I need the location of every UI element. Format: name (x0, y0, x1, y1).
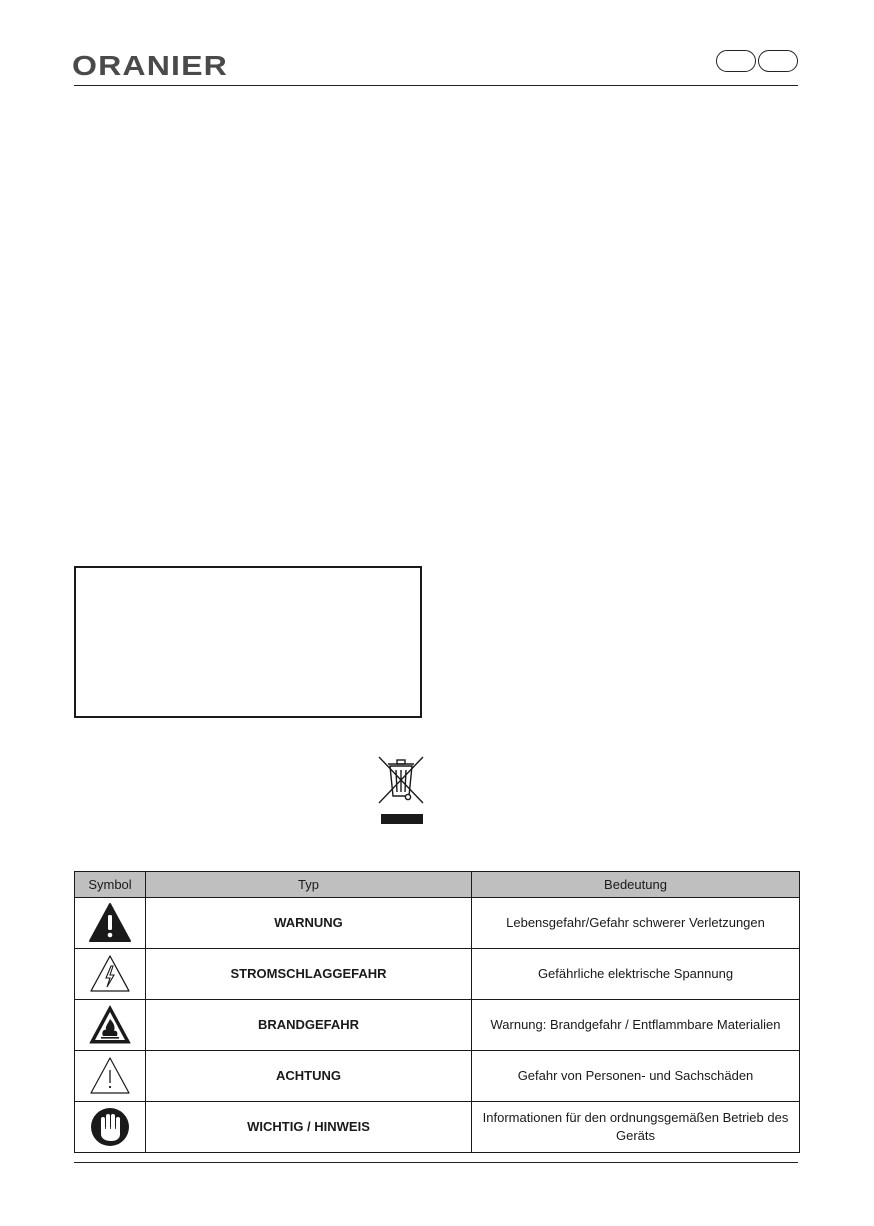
symbol-cell (75, 1102, 146, 1153)
symbol-cell (75, 1051, 146, 1102)
oranier-logo (72, 50, 232, 80)
bedeutung-cell: Informationen für den ordnungsgemäßen Betrieb des Geräts (472, 1102, 800, 1153)
language-badge (716, 50, 756, 72)
fire-hazard-icon (88, 1003, 132, 1047)
typ-cell: ACHTUNG (146, 1051, 472, 1102)
language-badges (716, 50, 800, 74)
bedeutung-cell: Lebensgefahr/Gefahr schwerer Verletzungen (472, 898, 800, 949)
symbol-cell (75, 898, 146, 949)
svg-text:ORANIER: ORANIER (72, 50, 228, 80)
bedeutung-cell: Gefahr von Personen- und Sachschäden (472, 1051, 800, 1102)
typ-cell: WARNUNG (146, 898, 472, 949)
table-row (75, 949, 800, 1000)
table-row (75, 898, 800, 949)
column-header-bedeutung: Bedeutung (472, 872, 800, 898)
table-row (75, 1102, 800, 1153)
footer-rule (74, 1162, 798, 1163)
column-header-symbol: Symbol (75, 872, 146, 898)
weee-bin-icon (376, 752, 426, 826)
table-row (75, 1000, 800, 1051)
electric-shock-icon (88, 952, 132, 996)
typ-cell: BRANDGEFAHR (146, 1000, 472, 1051)
table-header-row (75, 872, 800, 898)
bedeutung-cell: Gefährliche elektrische Spannung (472, 949, 800, 1000)
typ-cell: WICHTIG / HINWEIS (146, 1102, 472, 1153)
notice-box (74, 566, 422, 718)
symbol-table (74, 871, 800, 1153)
table-row (75, 1051, 800, 1102)
warning-filled-icon (88, 901, 132, 945)
language-badge (758, 50, 798, 72)
bedeutung-cell: Warnung: Brandgefahr / Entflammbare Materialien (472, 1000, 800, 1051)
symbol-cell (75, 949, 146, 1000)
header-rule (74, 85, 798, 86)
typ-cell: STROMSCHLAGGEFAHR (146, 949, 472, 1000)
hand-stop-icon (88, 1105, 132, 1149)
caution-icon (88, 1054, 132, 1098)
column-header-typ: Typ (146, 872, 472, 898)
symbol-cell (75, 1000, 146, 1051)
